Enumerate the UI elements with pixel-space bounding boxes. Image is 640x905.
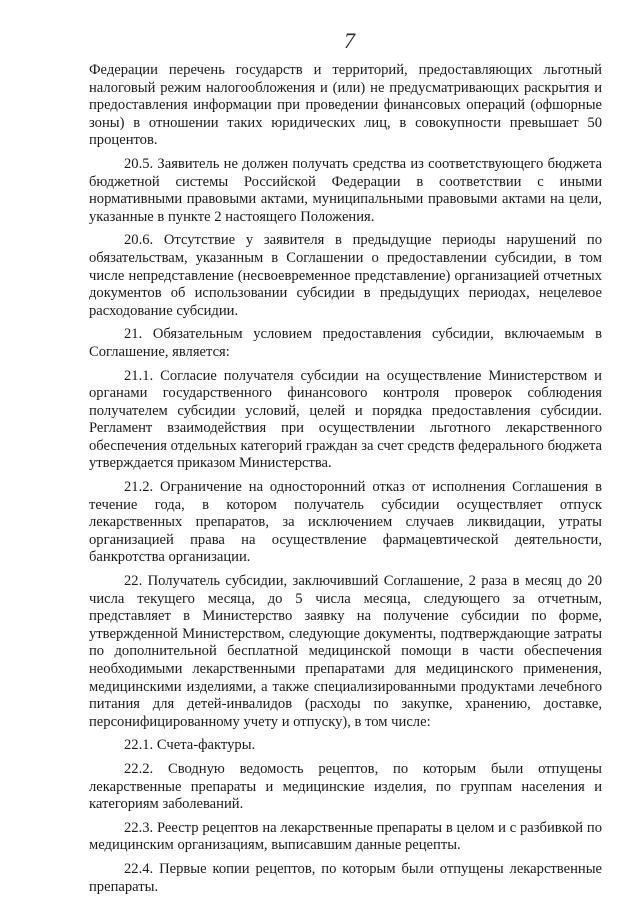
paragraph-20-5: 20.5. Заявитель не должен получать средства из соответствующего бюджета бюджетной системы Российской Федерации в соответствии с иными нормативными правовыми актами, муниципальными правовыми актами на цели, указанные в пункте 2 настоящего Положения.: [89, 155, 602, 225]
paragraph-22-4: 22.4. Первые копии рецептов, по которым были отпущены лекарственные препараты.: [89, 860, 602, 895]
paragraph-22-2: 22.2. Сводную ведомость рецептов, по которым были отпущены лекарственные препараты и медицинские изделия, по группам населения и категориям заболеваний.: [89, 760, 602, 813]
paragraph-22: 22. Получатель субсидии, заключивший Соглашение, 2 раза в месяц до 20 числа текущего месяца, до 5 числа месяца, следующего за отчетным, представляет в Министерство заявку на получение субсидии по форме, утвержденной Министерством, следующие документы, подтверждающие затраты по дополнительной бесплатной медицинской помощи в части обеспечения необходимыми лекарственными препаратами для медицинского применения, медицинскими изделиями, а также специализированными продуктами лечебного питания для детей-инвалидов (расходы по закупке, хранению, доставке, персонифицированному учету и отпуску), в том числе:: [89, 573, 602, 730]
paragraph-continuation: Федерации перечень государств и территорий, предоставляющих льготный налоговый режим налогообложения и (или) не предусматривающих раскрытия и предоставления информации при проведении финансовых операций (офшорные зоны) в отношении таких юридических лиц, в совокупности превышает 50 процентов.: [89, 62, 602, 149]
paragraph-21: 21. Обязательным условием предоставления субсидии, включаемым в Соглашение, является:: [89, 326, 602, 360]
paragraph-22-3: 22.3. Реестр рецептов на лекарственные препараты в целом и с разбивкой по медицинским организациям, выписавшим данные рецепты.: [89, 819, 602, 854]
paragraph-20-6: 20.6. Отсутствие у заявителя в предыдущие периоды нарушений по обязательствам, указанным в Соглашении о предоставлении субсидии, в том числе непредставление (несвоевременное представление) организацией отчетных документов об использовании субсидии в предыдущих периодах, нецелевое расходование субсидии.: [89, 232, 602, 319]
page-number: 7: [344, 28, 355, 53]
paragraph-21-2: 21.2. Ограничение на односторонний отказ от исполнения Соглашения в течение года, в котором получатель субсидии осуществляет отпуск лекарственных препаратов, за исключением случаев ликвидации, утраты организацией права на осуществление фармацевтической деятельности, банкротства организации.: [89, 479, 602, 566]
paragraph-21-1: 21.1. Согласие получателя субсидии на осуществление Министерством и органами государственного финансового контроля проверок соблюдения получателем субсидии условий, целей и порядка предоставления субсидии. Регламент взаимодействия при осуществлении льготного лекарственного обеспечения отдельных категорий граждан за счет средств федерального бюджета утверждается приказом Министерства.: [89, 367, 602, 472]
paragraph-22-1: 22.1. Счета-фактуры.: [124, 737, 256, 754]
